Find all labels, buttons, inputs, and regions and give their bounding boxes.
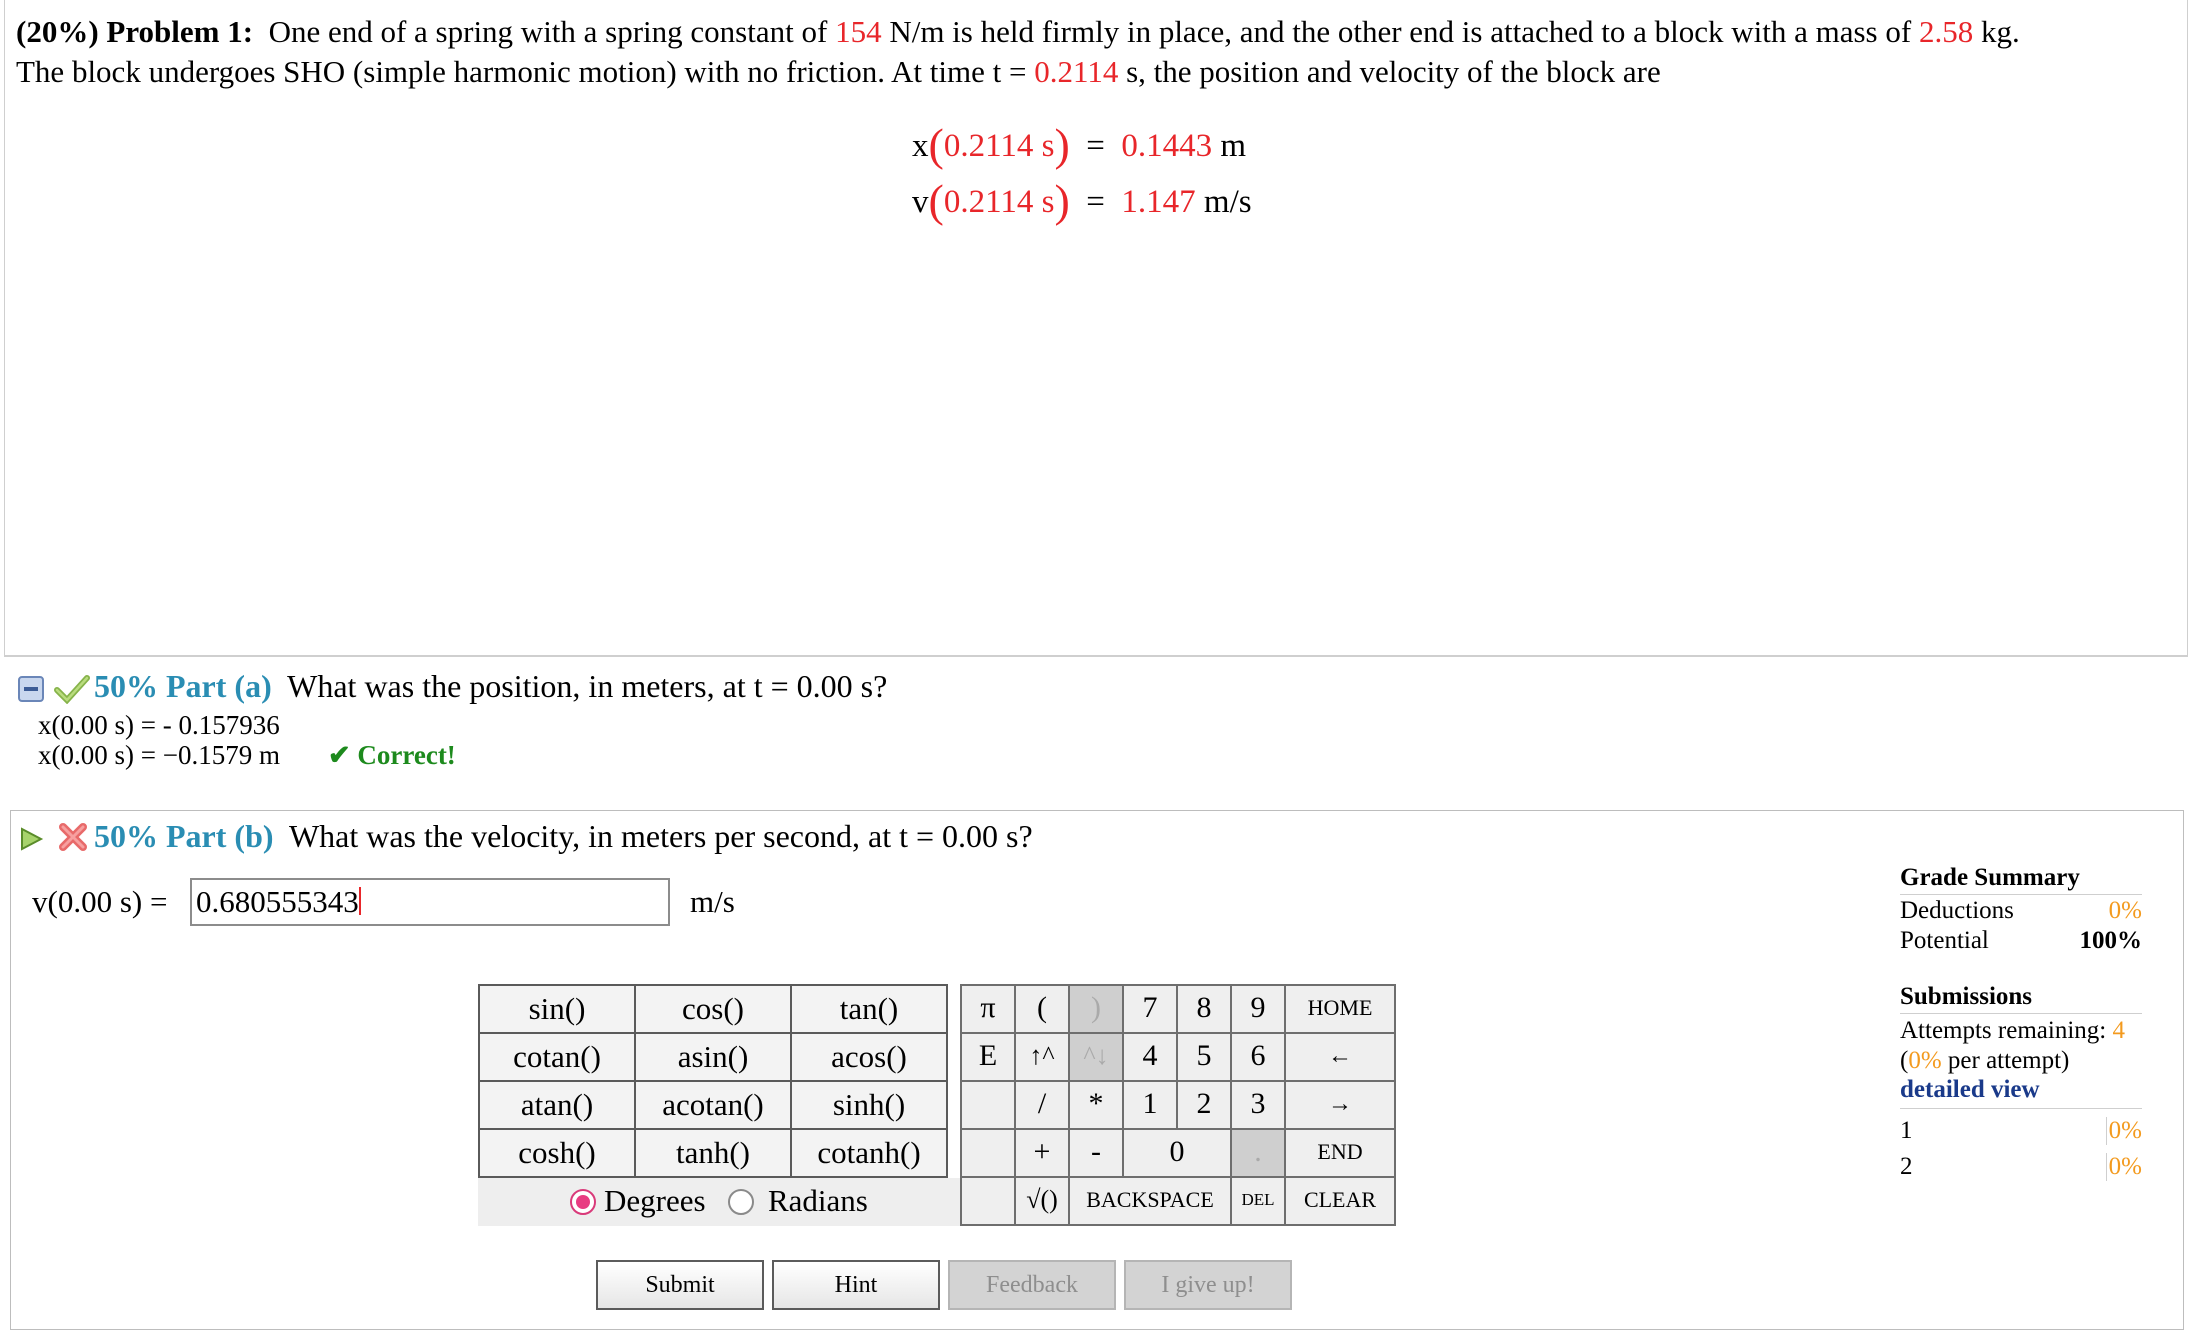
cursor-left-button[interactable]: ← (1284, 1032, 1396, 1082)
digit-3-button[interactable]: 3 (1230, 1080, 1286, 1130)
right-paren-button[interactable]: ) (1068, 984, 1124, 1034)
hint-button[interactable]: Hint (772, 1260, 940, 1310)
sin-button[interactable]: sin() (479, 985, 635, 1033)
plus-button[interactable]: + (1014, 1128, 1070, 1178)
minus-button[interactable]: - (1068, 1128, 1124, 1178)
digit-2-button[interactable]: 2 (1176, 1080, 1232, 1130)
cursor-right-button[interactable]: → (1284, 1080, 1396, 1130)
pi-button[interactable]: π (960, 984, 1016, 1034)
detailed-view-link[interactable]: detailed view (1900, 1076, 2142, 1109)
position-value: 0.1443 (1121, 128, 1213, 164)
time-value: 0.2114 (1034, 54, 1119, 89)
part-a-header (94, 668, 887, 705)
problem-text: The block undergoes SHO (simple harmonic motion) with no friction. At time t = (16, 54, 1027, 89)
part-b-percent: 50% (94, 818, 158, 854)
sinh-button[interactable]: sinh() (791, 1081, 947, 1129)
cos-button[interactable]: cos() (635, 985, 791, 1033)
tanh-button[interactable]: tanh() (635, 1129, 791, 1177)
input-label: v(0.00 s) = (32, 884, 168, 919)
degrees-radio[interactable] (570, 1189, 596, 1215)
radians-radio[interactable] (728, 1189, 754, 1215)
correct-check-icon (54, 674, 90, 704)
delete-button[interactable]: DEL (1230, 1176, 1286, 1226)
velocity-answer-input[interactable] (190, 878, 670, 926)
eq-time: 0.2114 s (943, 184, 1055, 220)
deductions-label: Deductions (1900, 897, 2014, 924)
blank-key (960, 1080, 1016, 1130)
per-attempt-paren: ( (1900, 1047, 1909, 1074)
submission-number: 1 (1900, 1117, 1913, 1144)
velocity-value: 1.147 (1121, 184, 1196, 220)
e-button[interactable]: E (960, 1032, 1016, 1082)
divider (4, 656, 2188, 657)
correct-status: ✔ Correct! (328, 740, 456, 770)
divide-button[interactable]: / (1014, 1080, 1070, 1130)
digit-7-button[interactable]: 7 (1122, 984, 1178, 1034)
digit-4-button[interactable]: 4 (1122, 1032, 1178, 1082)
potential-label: Potential (1900, 927, 1989, 954)
submission-score: 0% (2106, 1153, 2142, 1181)
exponent-up-button[interactable]: ↑^ (1014, 1032, 1070, 1082)
deductions-value: 0% (2108, 897, 2142, 924)
feedback-button[interactable]: Feedback (948, 1260, 1116, 1310)
tan-button[interactable]: tan() (791, 985, 947, 1033)
cotanh-button[interactable]: cotanh() (791, 1129, 947, 1177)
grade-summary-title: Grade Summary (1900, 864, 2142, 895)
collapse-icon[interactable] (18, 676, 44, 702)
part-a-label: Part (a) (166, 668, 272, 704)
left-paren-button[interactable]: ( (1014, 984, 1070, 1034)
backspace-button[interactable]: BACKSPACE (1068, 1176, 1232, 1226)
part-b-header (94, 818, 1033, 855)
position-unit: m (1220, 128, 1247, 164)
velocity-equation: v(0.2114 s) = 1.147 m/s (912, 175, 1252, 226)
part-a-percent: 50% (94, 668, 158, 704)
atan-button[interactable]: atan() (479, 1081, 635, 1129)
answer-unit: m/s (690, 884, 735, 919)
end-button[interactable]: END (1284, 1128, 1396, 1178)
part-b-label: Part (b) (166, 818, 274, 854)
problem-title: Problem 1: (106, 14, 254, 49)
part-a-answer-formatted: x(0.00 s) = −0.1579 m (38, 740, 280, 770)
problem-text: One end of a spring with a spring constant of (268, 14, 828, 49)
problem-text: kg. (1980, 14, 2020, 49)
incorrect-x-icon (58, 822, 88, 852)
radians-label: Radians (768, 1183, 868, 1218)
problem-statement (16, 12, 2176, 92)
blank-key (960, 1128, 1016, 1178)
submission-number: 2 (1900, 1153, 1913, 1180)
attempts-remaining (1900, 1016, 2142, 1076)
eq-time: 0.2114 s (943, 128, 1055, 164)
degrees-label: Degrees (604, 1183, 706, 1218)
submission-score: 0% (2106, 1117, 2142, 1145)
clear-button[interactable]: CLEAR (1284, 1176, 1396, 1226)
potential-value: 100% (2079, 927, 2142, 954)
acotan-button[interactable]: acotan() (635, 1081, 791, 1129)
digit-8-button[interactable]: 8 (1176, 984, 1232, 1034)
numeric-keypad (960, 984, 1410, 1226)
eq-label: x (912, 128, 929, 164)
velocity-unit: m/s (1203, 184, 1252, 220)
exponent-down-button[interactable]: ^↓ (1068, 1032, 1124, 1082)
grade-summary (1900, 864, 2142, 1181)
digit-1-button[interactable]: 1 (1122, 1080, 1178, 1130)
attempts-label: Attempts remaining: (1900, 1017, 2107, 1044)
submissions-title: Submissions (1900, 983, 2142, 1014)
give-up-button[interactable]: I give up! (1124, 1260, 1292, 1310)
multiply-button[interactable]: * (1068, 1080, 1124, 1130)
digit-5-button[interactable]: 5 (1176, 1032, 1232, 1082)
problem-text: N/m is held firmly in place, and the other end is attached to a block with a mass of (889, 14, 1912, 49)
acos-button[interactable]: acos() (791, 1033, 947, 1081)
expand-arrow-icon[interactable] (18, 826, 44, 852)
text-cursor (359, 887, 361, 915)
per-attempt-value: 0% (1908, 1047, 1942, 1074)
digit-0-button[interactable]: 0 (1122, 1128, 1232, 1178)
submit-button[interactable]: Submit (596, 1260, 764, 1310)
part-b-question: What was the velocity, in meters per second, at t = 0.00 s? (288, 818, 1033, 854)
attempts-value: 4 (2112, 1017, 2125, 1044)
eq-label: v (912, 184, 929, 220)
problem-weight: (20%) (16, 14, 99, 49)
cosh-button[interactable]: cosh() (479, 1129, 635, 1177)
problem-text: s, the position and velocity of the block are (1126, 54, 1661, 89)
radio-dot (576, 1195, 590, 1209)
digit-9-button[interactable]: 9 (1230, 984, 1286, 1034)
cotan-button[interactable]: cotan() (479, 1033, 635, 1081)
part-a-question: What was the position, in meters, at t = 0.00 s? (287, 668, 888, 704)
digit-6-button[interactable]: 6 (1230, 1032, 1286, 1082)
decimal-button[interactable]: . (1230, 1128, 1286, 1178)
part-a-answer-raw: x(0.00 s) = - 0.157936 (38, 710, 280, 740)
per-attempt-label: per attempt) (1947, 1047, 2070, 1074)
problem-frame (4, 0, 2188, 656)
asin-button[interactable]: asin() (635, 1033, 791, 1081)
input-value: 0.680555343 (196, 884, 359, 919)
home-button[interactable]: HOME (1284, 984, 1396, 1034)
function-keypad (478, 984, 948, 1178)
spring-constant-value: 154 (835, 14, 882, 49)
angle-mode-row (478, 1178, 960, 1226)
sqrt-button[interactable]: √() (1014, 1176, 1070, 1226)
position-equation: x(0.2114 s) = 0.1443 m (912, 119, 1247, 170)
blank-key (960, 1176, 1016, 1226)
mass-value: 2.58 (1918, 14, 1974, 49)
